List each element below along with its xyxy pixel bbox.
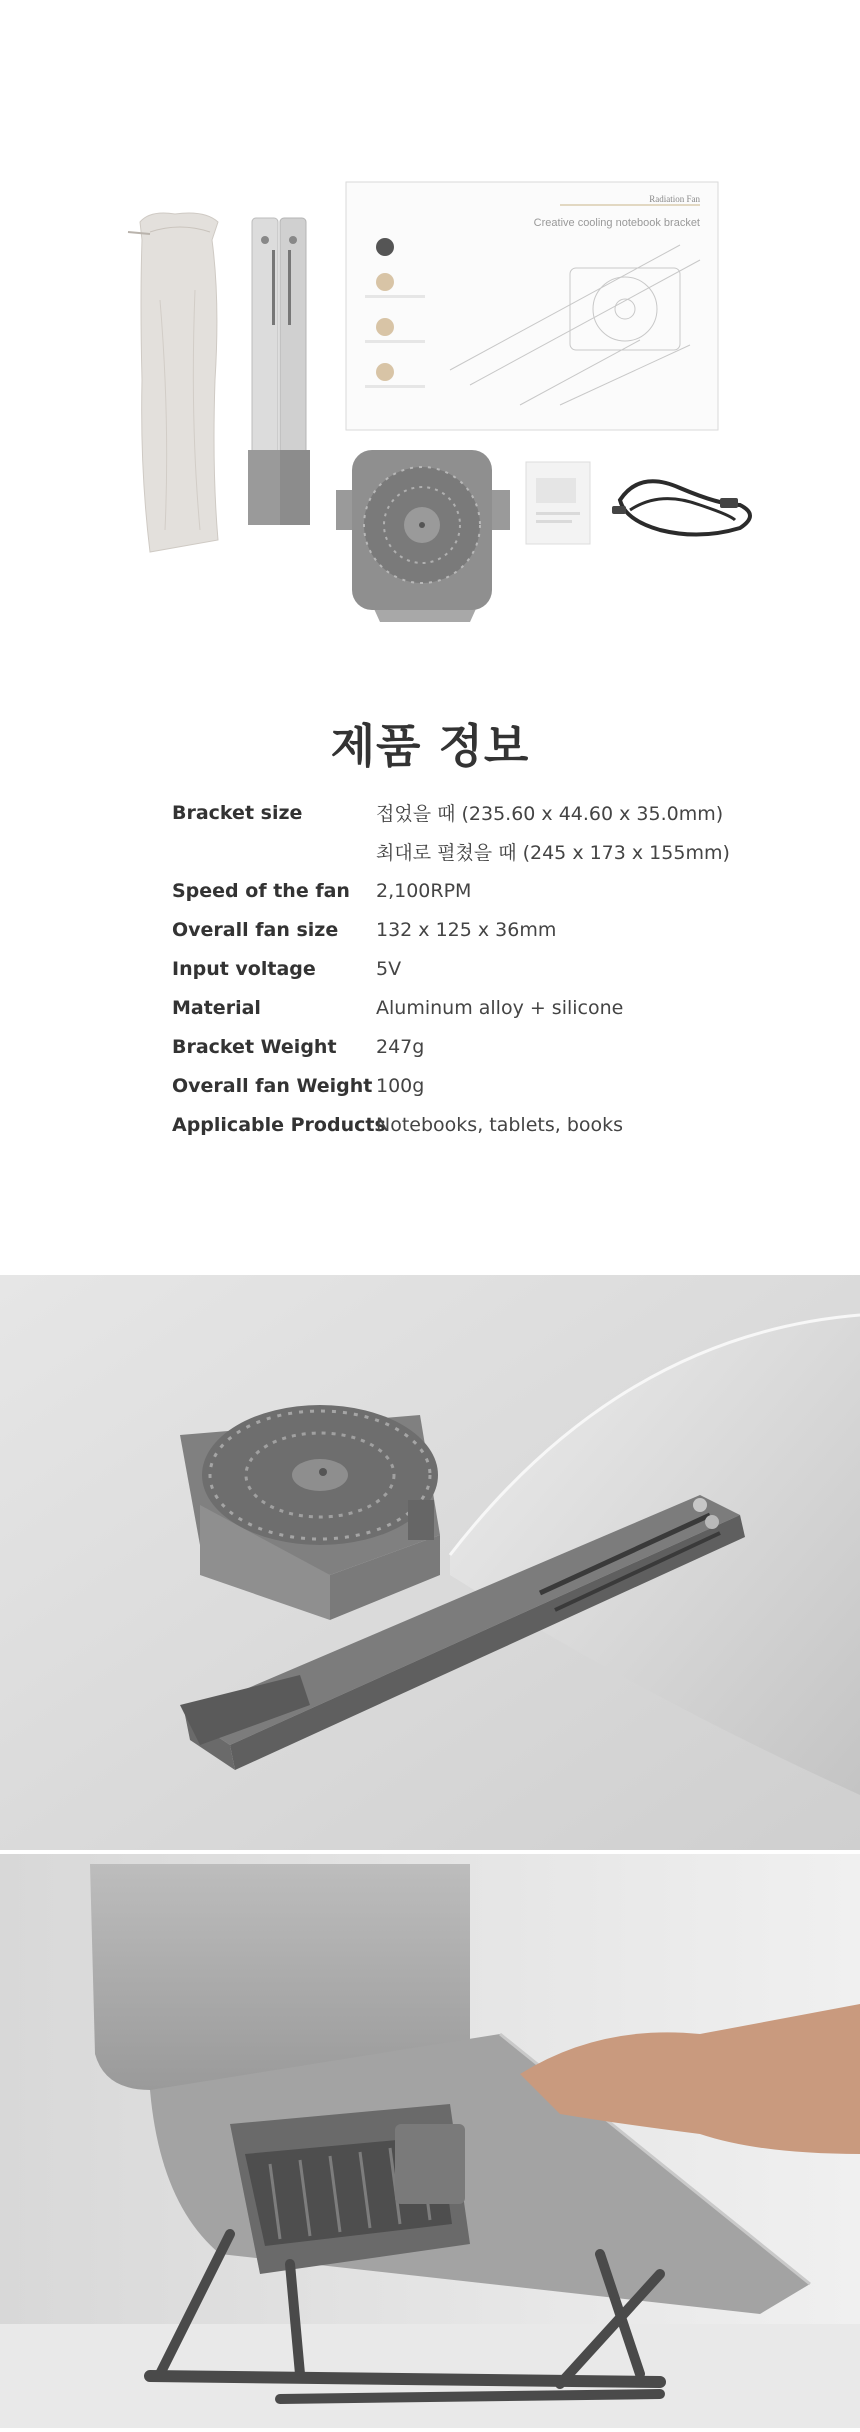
spec-value: 247g <box>376 1035 425 1058</box>
spec-value: 최대로 펼쳤을 때 (245 x 173 x 155mm) <box>376 842 730 864</box>
spec-table <box>172 793 732 1144</box>
spec-label: Bracket Weight <box>172 1035 337 1058</box>
spec-row <box>172 1027 732 1066</box>
spec-row <box>172 949 732 988</box>
folded-bracket-image <box>248 218 310 525</box>
spec-value: 100g <box>376 1074 425 1097</box>
spec-row <box>172 793 732 832</box>
spec-value: Notebooks, tablets, books <box>376 1113 624 1136</box>
box-subtitle-text: Creative cooling notebook bracket <box>533 217 700 229</box>
fan-image <box>230 2104 470 2274</box>
spec-label: Material <box>172 996 261 1019</box>
spec-label: Applicable Products <box>172 1113 386 1136</box>
manual-card-image <box>526 462 590 544</box>
spec-value: Aluminum alloy + silicone <box>376 996 624 1019</box>
spec-label: Overall fan Weight <box>172 1074 373 1097</box>
spec-value: 접었을 때 (235.60 x 44.60 x 35.0mm) <box>376 803 724 825</box>
spec-row <box>172 910 732 949</box>
pouch-image <box>128 213 218 552</box>
spec-row <box>172 871 732 910</box>
spec-label: Speed of the fan <box>172 879 350 902</box>
usb-cable-image <box>612 481 750 534</box>
spec-label: Overall fan size <box>172 918 339 941</box>
box-brand-text: Radiation Fan <box>649 194 700 204</box>
spec-row <box>172 832 732 871</box>
product-info-section <box>0 660 860 1275</box>
spec-row <box>172 988 732 1027</box>
spec-label: Bracket size <box>172 801 303 824</box>
fan-and-bracket-photo <box>0 1275 860 1850</box>
spec-label: Input voltage <box>172 957 316 980</box>
spec-row <box>172 1066 732 1105</box>
section-title: 제품 정보 <box>330 719 530 773</box>
spec-value: 5V <box>376 957 402 980</box>
spec-value: 132 x 125 x 36mm <box>376 918 557 941</box>
spec-value: 2,100RPM <box>376 879 472 902</box>
spec-row <box>172 1105 732 1144</box>
laptop-on-stand-photo <box>0 1854 860 2428</box>
product-box-image <box>346 182 718 430</box>
fan-image <box>336 450 510 622</box>
package-contents-photo <box>0 0 860 660</box>
